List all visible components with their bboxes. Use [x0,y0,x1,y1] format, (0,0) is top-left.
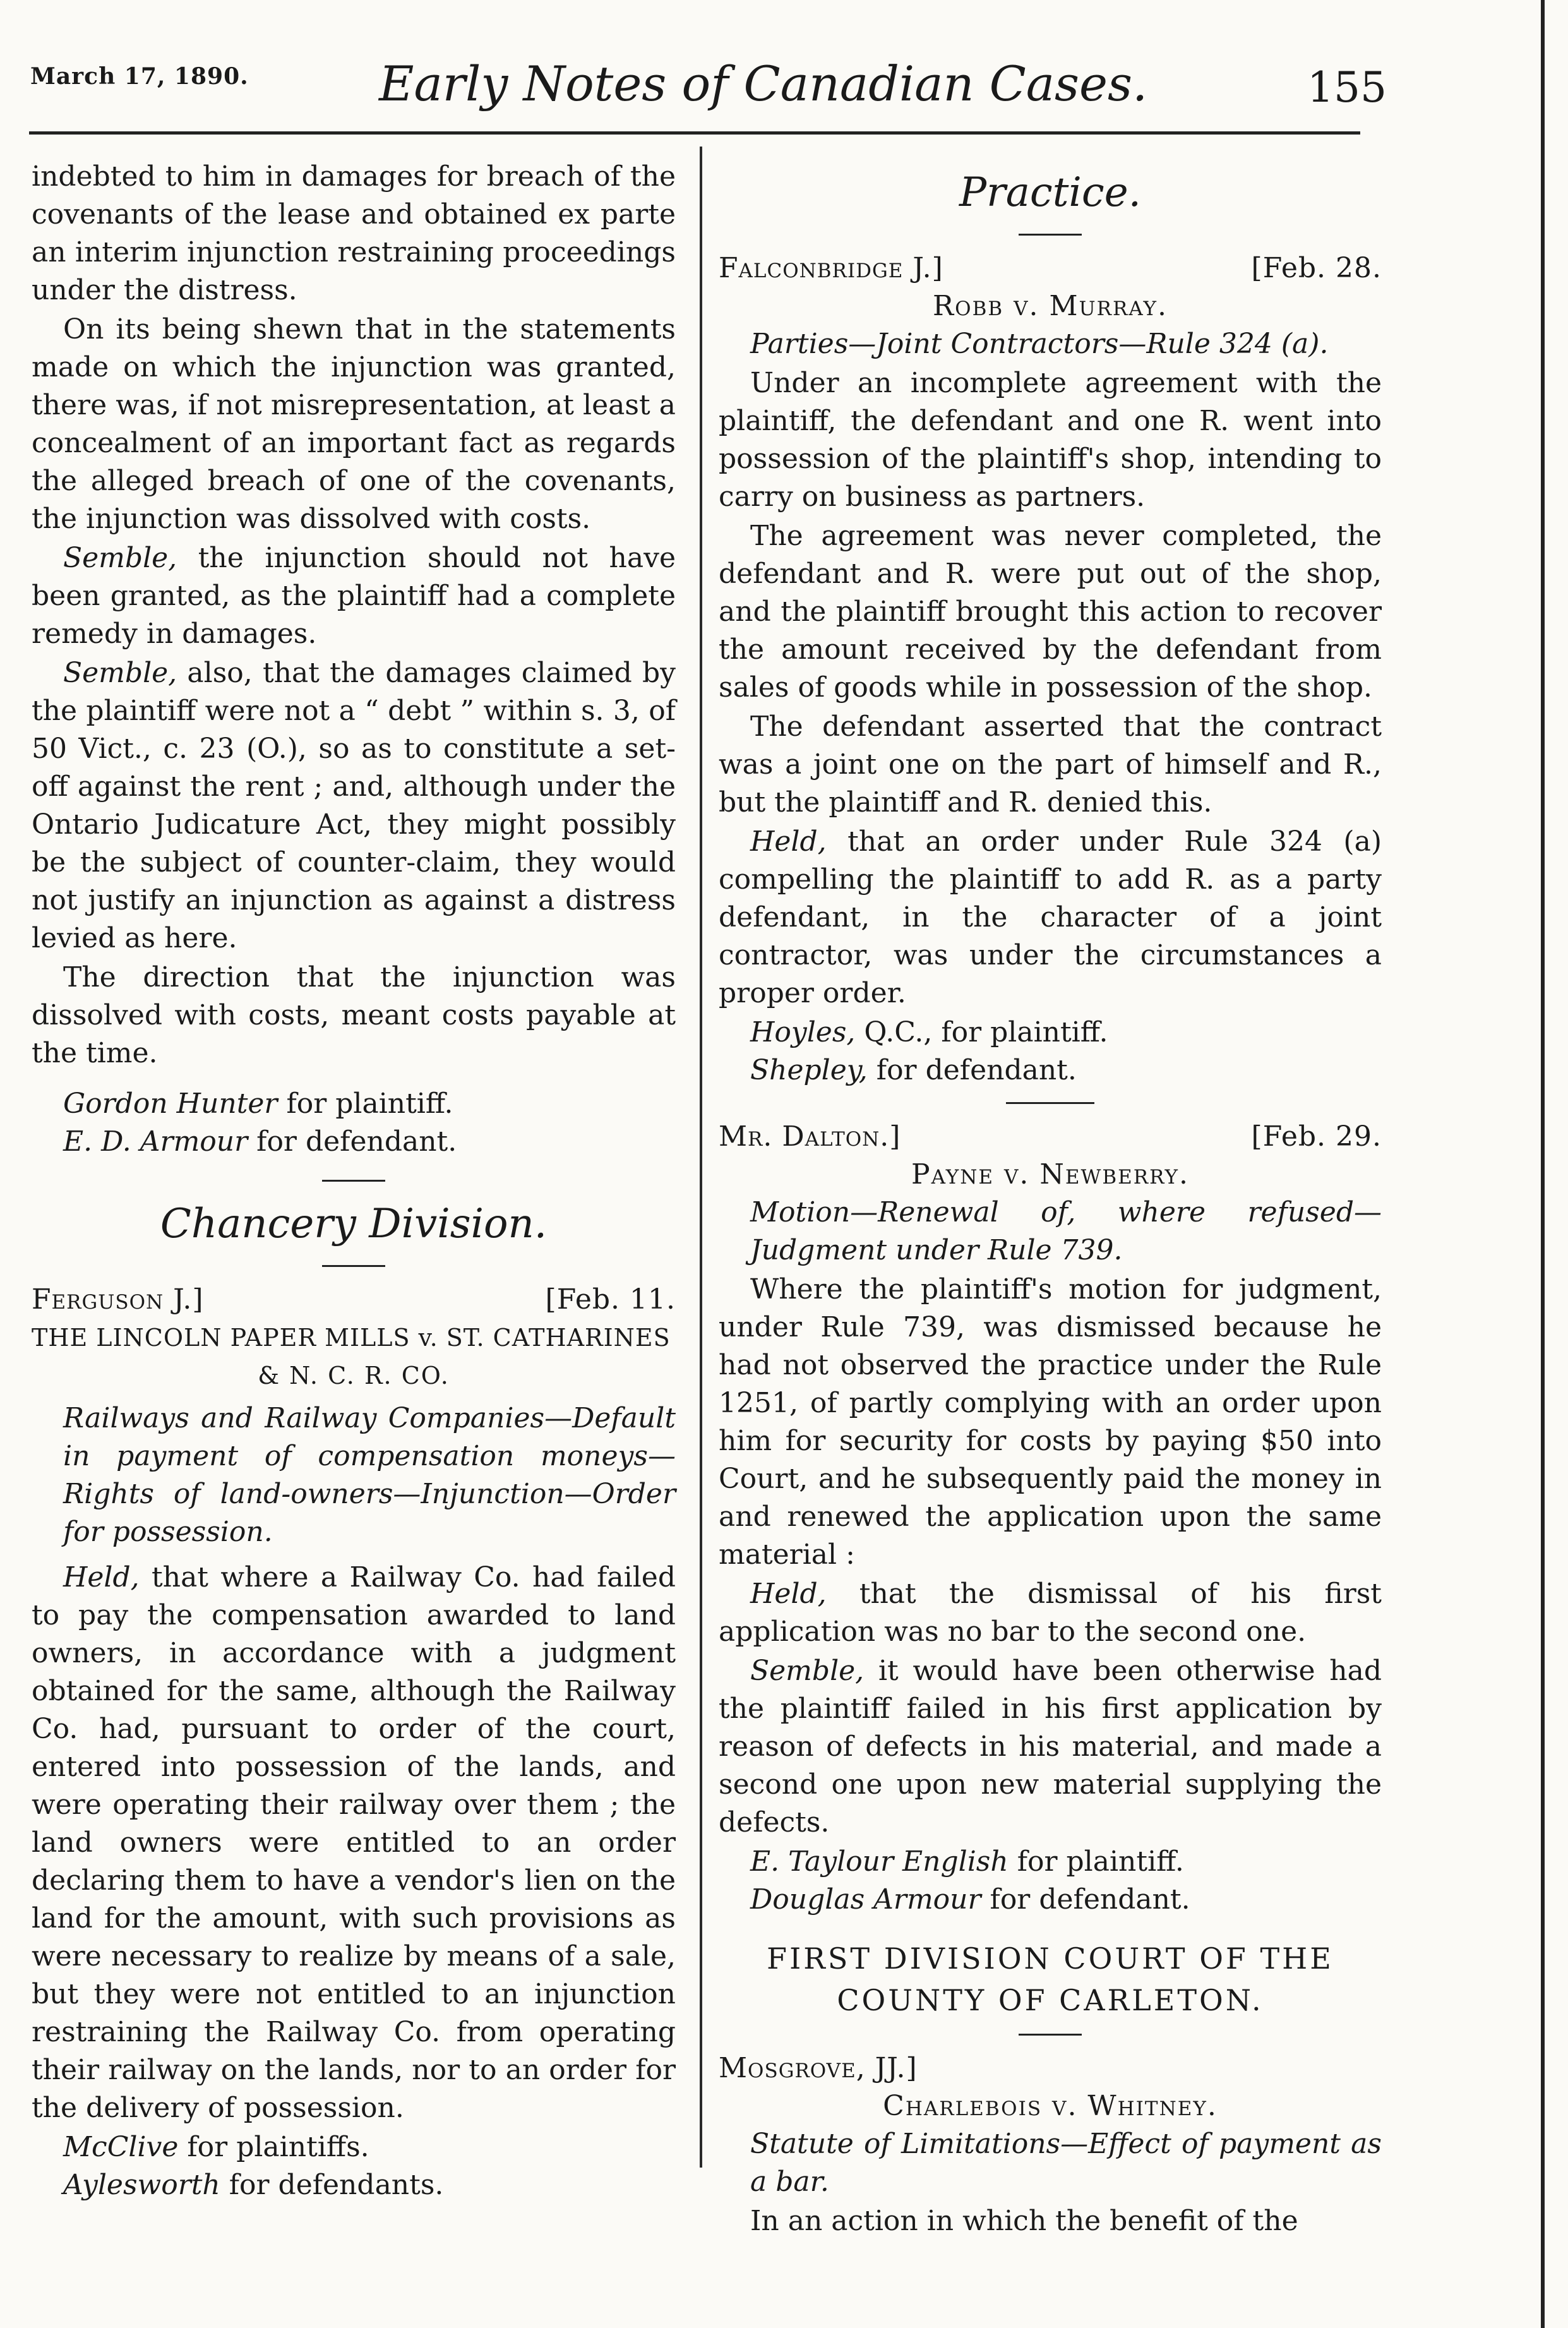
counsel-name: Hoyles, [750,1016,856,1048]
paragraph [32,1559,676,2127]
counsel-role: for defendants. [220,2169,444,2201]
section-heading: Practice. [959,169,1141,216]
counsel-line [32,2128,676,2166]
counsel-role: Q.C., for plaintiff. [855,1016,1108,1048]
case-title: & N. C. R. CO. [258,1362,450,1389]
paragraph: The defendant asserted that the contract was a joint one on the part of himself and R., but the plaintiff and R. denied this. [719,711,1382,819]
counsel-name: E. D. Armour [63,1125,248,1158]
judge-line [719,2049,1382,2087]
paragraph [32,654,676,957]
counsel-role: for plaintiffs. [178,2131,369,2163]
decision-date: [Feb. 11. [545,1283,676,1316]
counsel-line [32,1123,676,1161]
judge-line [719,249,1382,287]
header-date: March 17, 1890. [30,63,249,90]
page-edge [1541,0,1545,2328]
paragraph [32,539,676,653]
semble-label: Semble, [750,1655,865,1687]
court-heading: FIRST DIVISION COURT OF THE [767,1941,1334,1976]
section-rule [1006,1102,1094,1104]
counsel-role: for plaintiff. [277,1088,453,1120]
case-title: THE LINCOLN PAPER MILLS v. ST. CATHARINES [32,1324,671,1352]
counsel-role: for defendant. [867,1054,1077,1086]
catchwords: Motion—Renewal of, where refused—Judgment under Rule 739. [750,1196,1382,1266]
case-title: Robb v. Murray. [933,290,1168,322]
running-title: Early Notes of Canadian Cases. [379,56,1148,112]
right-column [719,158,1382,2241]
paragraph-text: the injunction should not have been granted, as the plaintiff had a complete remedy in damages. [32,542,676,650]
catchwords: Railways and Railway Companies—Default in payment of compensation moneys—Rights of land-owners—Injunction—Order for possession. [63,1402,676,1548]
catchwords: Parties—Joint Contractors—Rule 324 (a). [750,328,1329,360]
counsel-name: Shepley, [750,1054,868,1086]
header-rule [29,131,1360,135]
section-rule [322,1265,385,1267]
decision-date: [Feb. 29. [1251,1120,1382,1153]
counsel-line [32,1085,676,1123]
section-rule [322,1180,385,1182]
paragraph: In an action in which the benefit of the [750,2205,1298,2237]
paragraph: The agreement was never completed, the defendant and R. were put out of the shop, and the plaintiff brought this action to recover the amount received by the defendant from sales of goods while in possession of the shop. [719,520,1382,704]
paragraph: indebted to him in damages for breach of the covenants of the lease and obtained ex parte an interim injunction restraining proceedings under the distress. [32,160,676,306]
counsel-line [32,2166,676,2204]
paragraph [719,1575,1382,1651]
paragraph-text: it would have been otherwise had the plaintiff failed in his first application by reason of defects in his material, and made a second one upon new material supplying the defects. [719,1655,1382,1839]
decision-date: [Feb. 28. [1251,252,1382,284]
case-title: Payne v. Newberry. [911,1158,1189,1191]
column-divider [700,147,702,2168]
counsel-role: for plaintiff. [1008,1845,1184,1878]
counsel-line [719,1881,1382,1919]
case-title: Charlebois v. Whitney. [883,2090,1218,2122]
paragraph: On its being shewn that in the statements made on which the injunction was granted, there was, if not misrepresentation, at least a concealment of an important fact as regards the alleged breach of one of the covenants, the injunction was dissolved with costs. [32,313,676,535]
counsel-name: Douglas Armour [750,1883,981,1916]
judge-line [32,1281,676,1319]
held-label: Held, [63,1561,140,1593]
counsel-role: for defendant. [981,1883,1190,1916]
held-label: Held, [750,1578,827,1610]
paragraph-text: that the dismissal of his first application was no bar to the second one. [719,1578,1382,1648]
held-label: Held, [750,825,827,858]
counsel-name: Aylesworth [63,2169,220,2201]
paragraph-text: that where a Railway Co. had failed to pay the compensation awarded to land owners, in accordance with a judgment obtained for the same, although the Railway Co. had, pursuant to order of the court, entered into possession of the lands, and were operating their railway over them ; the land owners were entitled to an order declaring them to have a vendor's lien on the land for the amount, with such provisions as were necessary to realize by means of a sale, but they were not entitled to an injunction restraining the Railway Co. from operating their railway on the lands, nor to an order for the delivery of possession. [32,1561,676,2124]
judge-name: Falconbridge J.] [719,252,943,284]
left-column [32,158,676,2204]
counsel-name: McClive [63,2131,179,2163]
paragraph-text: that an order under Rule 324 (a) compelling the plaintiff to add R. as a party defendant, in the character of a joint contractor, was under the circumstances a proper order. [719,825,1382,1009]
counsel-name: Gordon Hunter [63,1088,278,1120]
paragraph: Under an incomplete agreement with the plaintiff, the defendant and one R. went into possession of the plaintiff's shop, intending to carry on business as partners. [719,367,1382,513]
judge-name: Ferguson J.] [32,1283,204,1316]
judge-line [719,1118,1382,1156]
semble-label: Semble, [63,657,177,689]
semble-label: Semble, [63,542,177,574]
paragraph [719,1652,1382,1842]
judge-name: Mr. Dalton.] [719,1120,901,1153]
paragraph-text: also, that the damages claimed by the plaintiff were not a “ debt ” within s. 3, of 50 Vict., c. 23 (O.), so as to constitute a set-off against the rent ; and, although under the Ontario Judicature Act, they might possibly be the subject of counter-claim, they would not justify an injunction as against a distress levied as here. [32,657,676,954]
paragraph [719,823,1382,1012]
counsel-name: E. Taylour English [750,1845,1008,1878]
section-rule [1019,234,1082,236]
catchwords: Statute of Limitations—Effect of payment as a bar. [750,2128,1382,2198]
page-number: 155 [1307,63,1387,112]
section-rule [1019,2034,1082,2036]
judge-name: Mosgrove, JJ.] [719,2052,918,2084]
counsel-line [719,1052,1382,1089]
section-heading: Chancery Division. [160,1201,548,1247]
counsel-role: for defendant. [248,1125,457,1158]
paragraph: The direction that the injunction was dissolved with costs, meant costs payable at the time. [32,961,676,1069]
court-heading: COUNTY OF CARLETON. [837,1983,1264,2017]
paragraph: Where the plaintiff's motion for judgment, under Rule 739, was dismissed because he had not observed the practice under the Rule 1251, of partly complying with an order upon him for security for costs by paying $50 into Court, and he subsequently paid the money in and renewed the application upon the same material : [719,1273,1382,1571]
counsel-line [719,1843,1382,1881]
counsel-line [719,1014,1382,1052]
